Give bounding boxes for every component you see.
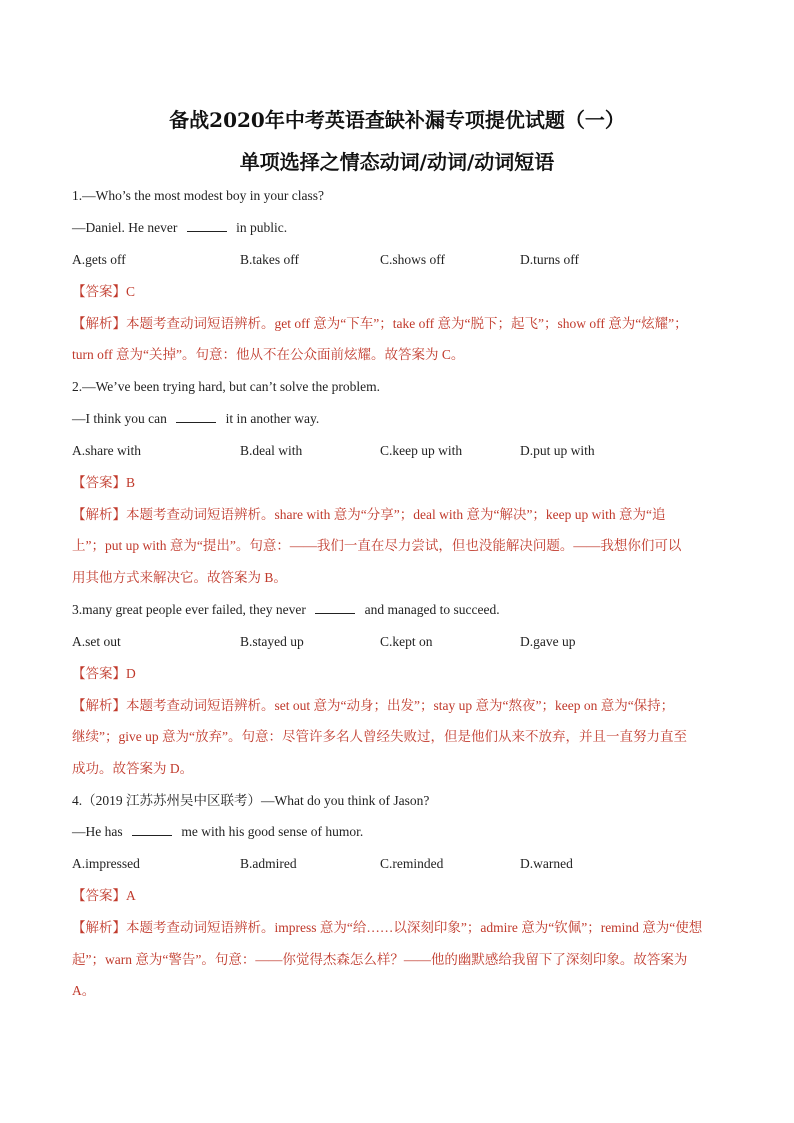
question-4-answer: 【答案】A	[72, 888, 136, 903]
question-3-option-c: C.kept on	[380, 634, 433, 649]
question-3-analysis-cont: 继续”；give up 意为“放弃”。句意：尽管许多名人曾经失败过，但是他们从来不放弃，并且一直努力直至	[72, 729, 687, 744]
question-1-option-a: A.gets off	[72, 252, 126, 267]
question-4-option-a: A.impressed	[72, 856, 140, 871]
question-2-option-a: A.share with	[72, 443, 141, 458]
answer-blank	[176, 410, 216, 423]
question-1-answer: 【答案】C	[72, 284, 136, 299]
question-1-option-c: C.shows off	[380, 252, 446, 267]
question-1-prompt: 1.—Who’s the most modest boy in your class?	[72, 188, 324, 203]
question-1-analysis: 【解析】本题考查动词短语辨析。get off 意为“下车”；take off 意为“脱下；起飞”；show off 意为“炫耀”；	[72, 316, 688, 331]
question-3-option-d: D.gave up	[520, 634, 576, 649]
question-2-option-d: D.put up with	[520, 443, 595, 458]
question-4-analysis: 【解析】本题考查动词短语辨析。impress 意为“给……以深刻印象”；admire 意为“钦佩”；remind 意为“使想	[72, 920, 703, 935]
page-subtitle: 单项选择之情态动词/动词/动词短语	[239, 150, 555, 174]
question-3-analysis-cont2: 成功。故答案为 D。	[72, 761, 194, 776]
question-4-option-c: C.reminded	[380, 856, 444, 871]
question-1-option-d: D.turns off	[520, 252, 579, 267]
question-2-analysis-cont: 上”；put up with 意为“提出”。句意：——我们一直在尽力尝试，但也没能解决问题。——我想你们可以	[72, 538, 682, 553]
question-3-option-a: A.set out	[72, 634, 121, 649]
question-2-answer: 【答案】B	[72, 475, 136, 490]
question-4-prompt: 4.（2019 江苏苏州吴中区联考）—What do you think of Jason?	[72, 793, 430, 808]
question-2-option-b: B.deal with	[240, 443, 303, 458]
question-2-analysis: 【解析】本题考查动词短语辨析。share with 意为“分享”；deal with 意为“解决”；keep up with 意为“追	[72, 507, 666, 522]
page-title: 备战2020年中考英语查缺补漏专项提优试题（一）	[169, 108, 625, 132]
question-1-analysis-cont: turn off 意为“关掉”。句意：他从不在公众面前炫耀。故答案为 C。	[72, 347, 465, 362]
question-4-option-d: D.warned	[520, 856, 573, 871]
question-2-prompt: 2.—We’ve been trying hard, but can’t solve the problem.	[72, 379, 380, 394]
answer-blank	[315, 601, 355, 614]
question-4-response: —He has me with his good sense of humor.	[72, 824, 364, 839]
question-1-option-b: B.takes off	[240, 252, 299, 267]
question-3-prompt: 3.many great people ever failed, they never and managed to succeed.	[72, 602, 500, 617]
question-4-analysis-cont: 起”；warn 意为“警告”。句意：——你觉得杰森怎么样？——他的幽默感给我留下了深刻印象。故答案为	[72, 952, 688, 967]
question-3-answer: 【答案】D	[72, 666, 136, 681]
question-4-analysis-cont2: A。	[72, 983, 96, 998]
question-2-analysis-cont2: 用其他方式来解决它。故答案为 B。	[72, 570, 287, 585]
answer-blank	[187, 219, 227, 232]
question-3-option-b: B.stayed up	[240, 634, 304, 649]
question-4-option-b: B.admired	[240, 856, 297, 871]
question-1-response: —Daniel. He never in public.	[72, 220, 288, 235]
question-3-analysis: 【解析】本题考查动词短语辨析。set out 意为“动身；出发”；stay up 意为“熬夜”；keep on 意为“保持；	[72, 698, 675, 713]
question-2-option-c: C.keep up with	[380, 443, 463, 458]
answer-blank	[132, 823, 172, 836]
question-2-response: —I think you can it in another way.	[72, 411, 320, 426]
